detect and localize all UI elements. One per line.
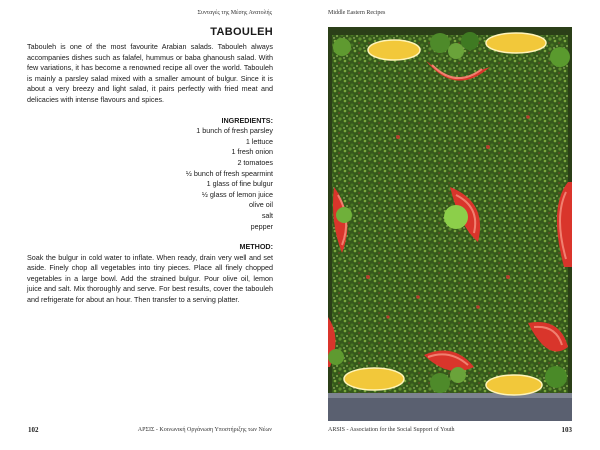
method-heading: METHOD:	[239, 242, 273, 252]
running-head-left: Συνταγές της Μέσης Ανατολής	[197, 10, 272, 16]
ingredient-item: 1 bunch of fresh parsley	[196, 126, 273, 136]
method-text: Soak the bulgur in cold water to inflate. When ready, drain very well and set aside. Finely chop all vegetables into tiny pieces. Place all finely chopped vegetables in a large bowl. Add the strained bulgur. Pour olive oil, lemon juice and salt. Mix thoroughly and serve. For best results, cover the tabouleh and refrigerate for about an hour. Then transfer to a serving platter.	[27, 252, 273, 305]
footer-left: ΑΡΣΙΣ - Κοινωνική Οργάνωση Υποστήριξης των Νέων	[137, 427, 272, 433]
recipe-content	[27, 26, 273, 306]
ingredient-item: 2 tomatoes	[237, 157, 273, 167]
ingredients-heading: INGREDIENTS:	[221, 115, 273, 125]
right-page	[300, 0, 600, 450]
ingredient-item: ½ glass of lemon juice	[201, 189, 273, 199]
footer-right: ARSIS - Association for the Social Support of Youth	[328, 427, 455, 433]
ingredient-item: 1 glass of fine bulgur	[206, 179, 273, 189]
ingredient-item: 1 fresh onion	[231, 147, 273, 157]
ingredient-item: olive oil	[249, 200, 273, 210]
ingredient-item: pepper	[250, 221, 273, 231]
recipe-intro: Tabouleh is one of the most favourite Arabian salads. Tabouleh always accompanies dishes such as falafel, hummus or baba ghanoush salad. With few variations, it has become a renowned recipe all over the world. Tabouleh is mainly a parsley salad mixed with a smaller amount of bulgur. Since it is about a very breezy and light salad, it pairs perfectly with fried meat and delicacies with intense flavours and spices.	[27, 42, 273, 104]
ingredient-item: salt	[261, 210, 273, 220]
ingredient-item: ½ bunch of fresh spearmint	[185, 168, 273, 178]
tabouleh-photo	[328, 27, 572, 421]
ingredients-list	[27, 126, 273, 232]
running-head-right: Middle Eastern Recipes	[328, 10, 386, 16]
recipe-title: TABOULEH	[210, 26, 273, 38]
page-number-left: 102	[28, 426, 39, 434]
page-number-right: 103	[561, 426, 572, 434]
ingredient-item: 1 lettuce	[245, 136, 273, 146]
